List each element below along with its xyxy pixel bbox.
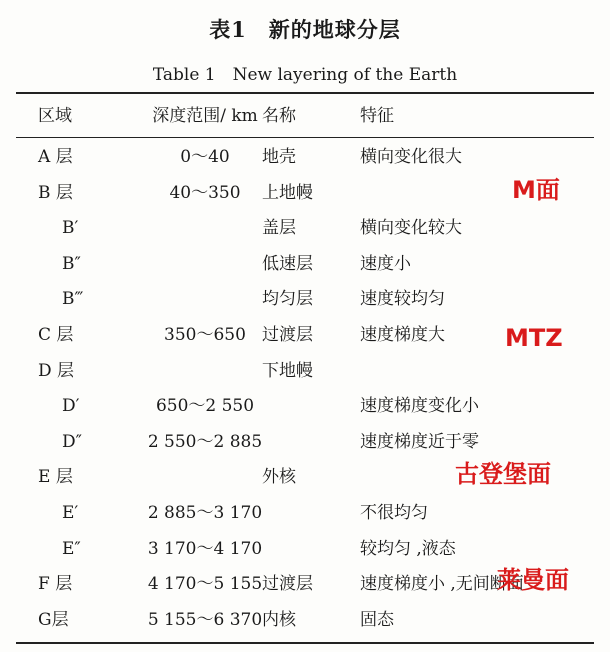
row-name: 过渡层 [262, 325, 313, 345]
header-region: 区域 [38, 106, 72, 126]
annotation-gutenberg: 古登堡面 [455, 460, 551, 488]
row-name: 低速层 [262, 254, 313, 274]
row-feature: 速度较均匀 [360, 289, 445, 309]
row-region: B′ [62, 218, 79, 238]
row-name: 地壳 [262, 147, 296, 167]
row-region: B 层 [38, 183, 73, 203]
row-region: D′ [62, 396, 80, 416]
row-depth: 2 885～3 170 [147, 503, 263, 523]
row-region: F 层 [38, 574, 73, 594]
row-feature: 速度梯度小 ,无间断面 [360, 574, 524, 594]
row-depth: 4 170～5 155 [147, 574, 263, 594]
row-region: D 层 [38, 361, 75, 381]
row-name: 内核 [262, 610, 296, 630]
row-region: B″ [62, 254, 81, 274]
row-region: D″ [62, 432, 82, 452]
row-region: E′ [62, 503, 79, 523]
row-region: B‴ [62, 289, 84, 309]
annotation-moho: M面 [512, 176, 560, 204]
header-depth: 深度范围/ km [152, 106, 258, 126]
row-name: 均匀层 [262, 289, 313, 309]
row-name: 过渡层 [262, 574, 313, 594]
header-rule [16, 137, 594, 138]
header-name: 名称 [262, 106, 296, 126]
row-feature: 横向变化较大 [360, 218, 462, 238]
annotation-lehmann: 莱曼面 [497, 566, 569, 594]
row-name: 盖层 [262, 218, 296, 238]
row-region: E″ [62, 539, 81, 559]
table-title-en: Table 1 New layering of the Earth [152, 65, 458, 85]
row-depth: 0～40 [180, 147, 230, 167]
row-name: 外核 [262, 467, 296, 487]
row-feature: 速度梯度大 [360, 325, 445, 345]
header-feature: 特征 [360, 106, 394, 126]
row-feature: 不很均匀 [360, 503, 428, 523]
row-depth: 5 155～6 370 [147, 610, 263, 630]
row-feature: 速度梯度变化小 [360, 396, 479, 416]
row-depth: 650～2 550 [155, 396, 255, 416]
row-region: E 层 [38, 467, 73, 487]
row-feature: 速度梯度近于零 [360, 432, 479, 452]
row-feature: 横向变化很大 [360, 147, 462, 167]
row-feature: 较均匀 ,液态 [360, 539, 456, 559]
bottom-rule [16, 642, 594, 644]
row-region: C 层 [38, 325, 74, 345]
table-title-cn: 表1 新的地球分层 [209, 17, 401, 42]
row-region: A 层 [38, 147, 73, 167]
row-region: G层 [38, 610, 69, 630]
row-depth: 40～350 [169, 183, 241, 203]
row-name: 上地幔 [262, 183, 313, 203]
top-rule [16, 92, 594, 94]
row-feature: 固态 [360, 610, 394, 630]
annotation-mtz: MTZ [505, 324, 563, 352]
row-name: 下地幔 [262, 361, 313, 381]
row-feature: 速度小 [360, 254, 411, 274]
row-depth: 2 550～2 885 [147, 432, 263, 452]
row-depth: 3 170～4 170 [147, 539, 263, 559]
row-depth: 350～650 [164, 325, 246, 345]
